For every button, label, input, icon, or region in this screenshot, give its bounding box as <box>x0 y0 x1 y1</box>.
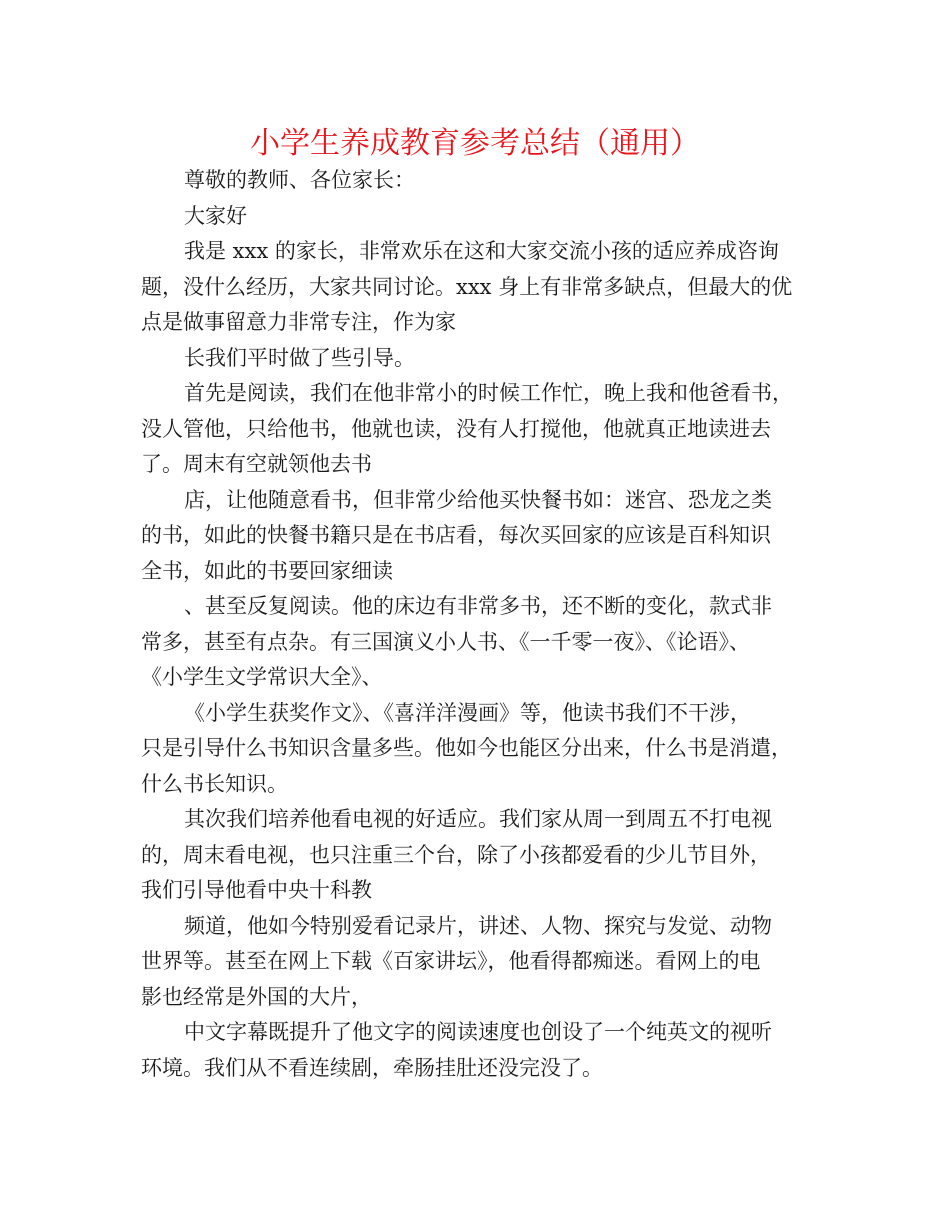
text-line: 世界等。甚至在网上下载《百家讲坛》，他看得都痴迷。看网上的电 <box>141 949 761 973</box>
text-line: 店，让他随意看书，但非常少给他买快餐书如：迷宫、恐龙之类 <box>184 487 772 512</box>
text-line: 题，没什么经历，大家共同讨论。xxx 身上有非常多缺点，但最大的优 <box>141 274 793 299</box>
text-line: 《小学生获奖作文》、《喜洋洋漫画》等，他读书我们不干涉， <box>184 700 751 725</box>
text-line: 中文字幕既提升了他文字的阅读速度也创设了一个纯英文的视听 <box>184 1020 772 1044</box>
text-line: 的书，如此的快餐书籍只是在书店看，每次买回家的应该是百科知识 <box>141 523 771 547</box>
text-line: 常多，甚至有点杂。有三国演义小人书、《一千零一夜》、《论语》、 <box>141 629 750 654</box>
text-line: 大家好 <box>184 203 247 228</box>
text-line: 没人管他，只给他书，他就也读，没有人打搅他，他就真正地读进去 <box>141 416 771 441</box>
text-line: 首先是阅读，我们在他非常小的时候工作忙，晚上我和他爸看书， <box>184 381 793 405</box>
text-line: 什么书长知识。 <box>141 771 288 796</box>
text-line: 《小学生文学常识大全》、 <box>141 665 383 689</box>
text-line: 只是引导什么书知识含量多些。他如今也能区分出来，什么书是消遣， <box>141 736 792 760</box>
text-line: 点是做事留意力非常专注，作为家 <box>141 310 456 334</box>
text-line: 全书，如此的书要回家细读 <box>141 558 393 583</box>
text-line: 我们引导他看中央十科教 <box>141 878 372 902</box>
document-title: 小学生养成教育参考总结（通用） <box>250 126 700 161</box>
text-line: 的，周末看电视，也只注重三个台，除了小孩都爱看的少儿节目外， <box>141 842 771 867</box>
text-line: 尊敬的教师、各位家长： <box>184 168 415 192</box>
text-line: 了。周末有空就领他去书 <box>141 452 372 476</box>
text-line: 长我们平时做了些引导。 <box>184 345 415 370</box>
text-line: 我是 xxx 的家长，非常欢乐在这和大家交流小孩的适应养成咨询 <box>184 239 779 263</box>
text-line: 、甚至反复阅读。他的床边有非常多书，还不断的变化，款式非 <box>184 594 772 618</box>
text-line: 环境。我们从不看连续剧，牵肠挂肚还没完没了。 <box>141 1055 603 1080</box>
document-body <box>141 163 821 1086</box>
text-line: 影也经常是外国的大片， <box>141 984 372 1009</box>
text-line: 频道，他如今特别爱看记录片，讲述、人物、探究与发觉、动物 <box>184 913 772 938</box>
text-line: 其次我们培养他看电视的好适应。我们家从周一到周五不打电视 <box>184 807 772 831</box>
